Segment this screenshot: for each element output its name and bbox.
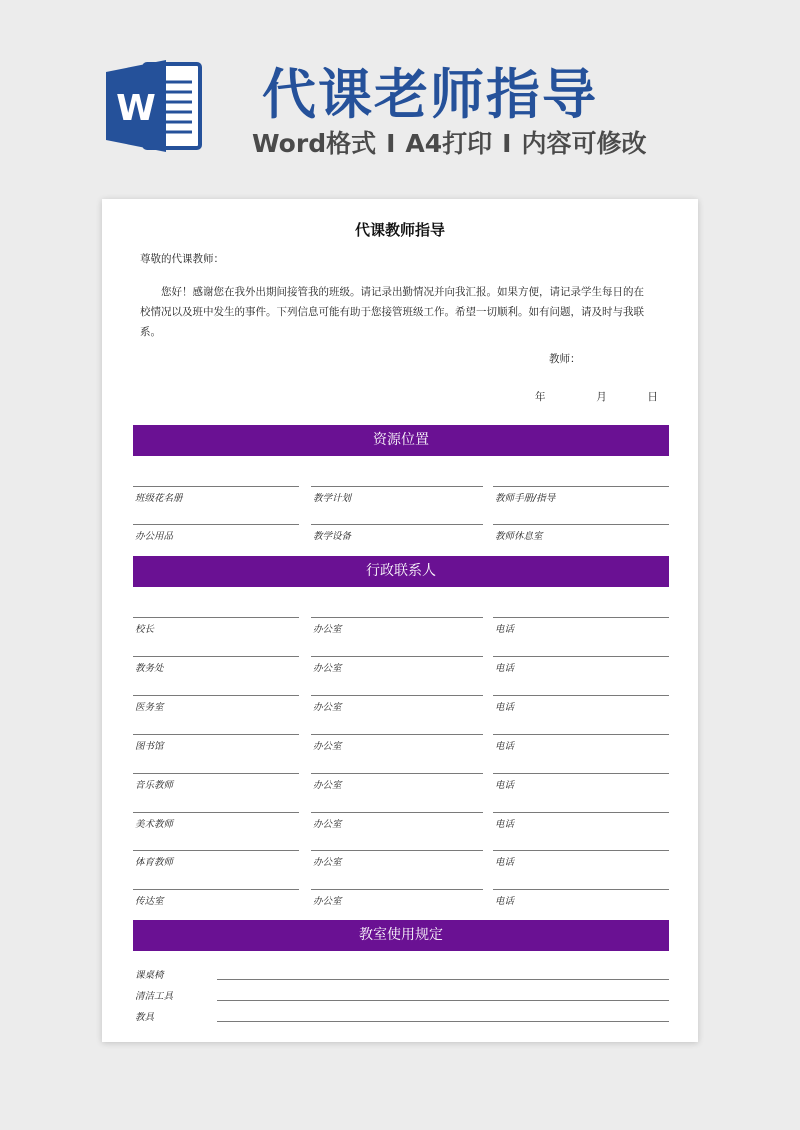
table-row <box>133 850 669 880</box>
field-label: 办公室 <box>313 857 342 868</box>
list-item <box>133 965 669 985</box>
field-label: 电话 <box>495 702 515 713</box>
rule-label: 清洁工具 <box>135 991 174 1002</box>
greeting: 尊敬的代课教师： <box>140 253 224 265</box>
field-label: 图书馆 <box>135 741 164 752</box>
field-label: 电话 <box>495 896 515 907</box>
table-row <box>133 524 669 554</box>
field-label: 校长 <box>135 624 155 635</box>
document-page <box>102 199 698 1042</box>
field-label: 电话 <box>495 624 515 635</box>
list-item <box>133 986 669 1006</box>
field-label: 办公室 <box>313 624 342 635</box>
field-label: 美术教师 <box>135 819 174 830</box>
signature-date <box>535 389 658 404</box>
banner-separator: I <box>386 129 396 158</box>
table-row <box>133 734 669 764</box>
field-label: 电话 <box>495 741 515 752</box>
banner-sub-editable: 内容可修改 <box>521 129 647 158</box>
field-label: 医务室 <box>135 702 164 713</box>
list-item <box>133 1007 669 1027</box>
date-day: 日 <box>647 391 658 403</box>
field-label: 教务处 <box>135 663 164 674</box>
document-title: 代课教师指导 <box>354 221 445 239</box>
field-label: 办公用品 <box>135 531 174 542</box>
field-label: 办公室 <box>313 663 342 674</box>
field-label: 电话 <box>495 819 515 830</box>
field-label: 教师休息室 <box>495 531 543 542</box>
field-label: 电话 <box>495 780 515 791</box>
field-label: 传达室 <box>135 896 164 907</box>
word-doc-icon <box>104 58 204 154</box>
table-row <box>133 889 669 919</box>
banner-subtitle <box>252 124 646 160</box>
signature-teacher: 教师： <box>549 353 581 365</box>
section-header-resources: 资源位置 <box>133 425 669 456</box>
field-label: 电话 <box>495 663 515 674</box>
field-label: 办公室 <box>313 741 342 752</box>
banner-sub-print: A4打印 <box>405 129 493 158</box>
section-header-contacts: 行政联系人 <box>133 556 669 587</box>
field-label: 教师手册/指导 <box>495 493 556 504</box>
rule-label: 课桌椅 <box>135 970 164 981</box>
field-label: 教学设备 <box>313 531 352 542</box>
field-label: 音乐教师 <box>135 780 174 791</box>
field-label: 办公室 <box>313 819 342 830</box>
table-row <box>133 812 669 842</box>
banner-title: 代课老师指导 <box>262 63 598 126</box>
table-row <box>133 773 669 803</box>
field-label: 办公室 <box>313 702 342 713</box>
table-row <box>133 656 669 686</box>
intro-paragraph: 您好！感谢您在我外出期间接管我的班级。请记录出勤情况并向我汇报。如果方便，请记录学生每日的在校情况以及班中发生的事件。下列信息可能有助于您接管班级工作。希望一切顺利。如有问题，请及时与我联系。 <box>140 286 644 338</box>
table-row <box>133 617 669 647</box>
rule-label: 教具 <box>135 1012 155 1023</box>
date-year: 年 <box>535 391 546 403</box>
table-row <box>133 486 669 516</box>
field-label: 教学计划 <box>313 493 352 504</box>
banner-separator: I <box>502 129 512 158</box>
word-logo-letter: W <box>116 88 156 129</box>
field-label: 办公室 <box>313 896 342 907</box>
date-month: 月 <box>596 391 607 403</box>
section-header-rules: 教室使用规定 <box>133 920 669 951</box>
field-label: 电话 <box>495 857 515 868</box>
banner-sub-format: Word格式 <box>252 129 377 158</box>
field-label: 班级花名册 <box>135 493 183 504</box>
field-label: 办公室 <box>313 780 342 791</box>
table-row <box>133 695 669 725</box>
field-label: 体育教师 <box>135 857 174 868</box>
